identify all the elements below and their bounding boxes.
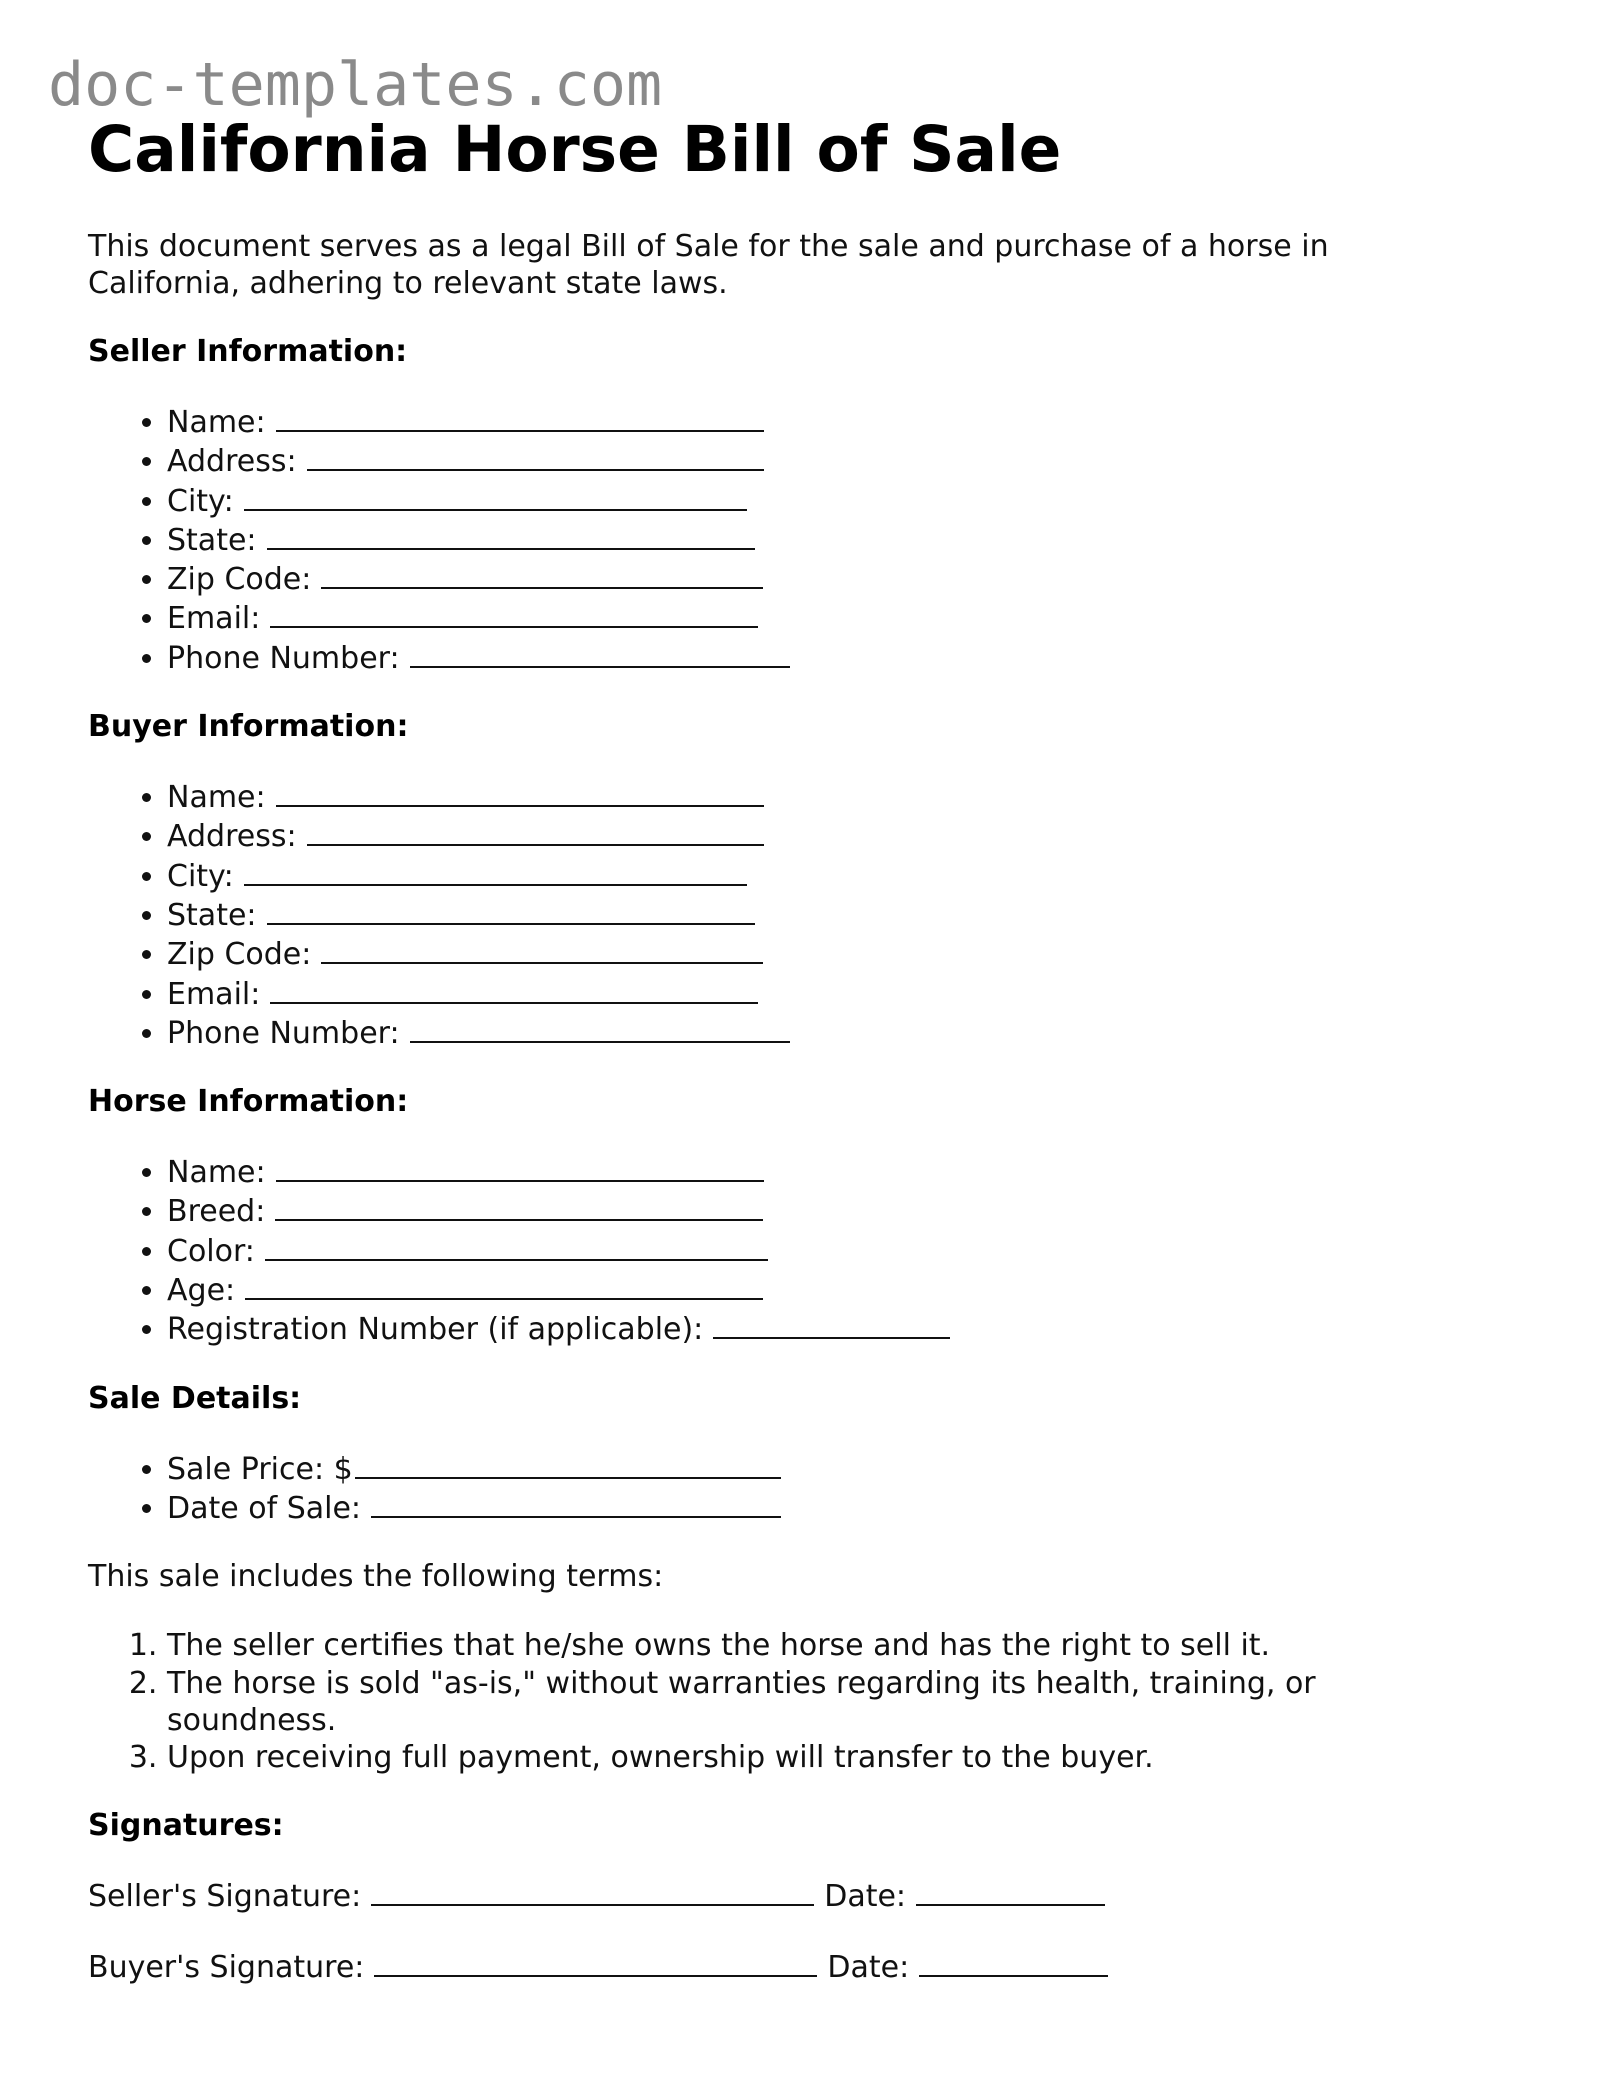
buyer-phone-blank[interactable] [410,1013,790,1043]
field-label: Phone Number: [167,640,400,676]
terms-list [88,1627,1528,1776]
buyer-name-field [167,777,1528,816]
seller-name-field [167,402,1528,441]
seller-address-blank[interactable] [307,441,764,471]
field-label: Date of Sale: [167,1490,362,1526]
horse-color-field [167,1231,1528,1270]
horse-heading: Horse Information: [88,1084,409,1120]
seller-phone-blank[interactable] [410,638,790,668]
seller-name-blank[interactable] [276,402,764,432]
seller-state-field [167,520,1528,559]
field-label: Address: [167,819,297,855]
field-label: Zip Code: [167,562,312,598]
buyer-name-blank[interactable] [276,777,764,807]
signatures-heading: Signatures: [88,1808,284,1844]
sale-price-blank[interactable] [355,1449,781,1479]
horse-breed-blank[interactable] [275,1191,763,1221]
field-label: Sale Price: $ [167,1451,353,1487]
field-label: Color: [167,1233,255,1269]
field-label: Name: [167,405,266,440]
horse-name-field [167,1152,1528,1191]
buyer-heading: Buyer Information: [88,709,409,745]
buyer-email-blank[interactable] [270,974,758,1004]
watermark: doc-templates.com [48,50,663,120]
field-label: State: [167,897,257,933]
seller-signature-label: Seller's Signature: [88,1879,362,1915]
field-label: City: [167,858,234,894]
buyer-signature-row [88,1947,1528,1986]
seller-email-field [167,598,1528,637]
term-item: 1. The seller certifies that he/she owns the horse and has the right to sell it. [167,1627,1457,1664]
buyer-state-blank[interactable] [267,895,755,925]
buyer-zip-field [167,934,1528,973]
seller-zip-field [167,559,1528,598]
seller-signature-blank[interactable] [371,1876,814,1906]
seller-date-label: Date: [824,1879,907,1915]
field-label: Email: [167,976,261,1012]
field-label: Registration Number (if applicable): [167,1312,704,1348]
buyer-address-blank[interactable] [307,816,764,846]
horse-age-blank[interactable] [245,1270,763,1300]
buyer-fields-list [88,777,1528,1052]
terms-intro: This sale includes the following terms: [88,1559,664,1595]
intro-paragraph: This document serves as a legal Bill of Sale for the sale and purchase of a horse in California, adhering to relevant state laws. [88,229,1329,301]
sale-heading: Sale Details: [88,1380,302,1416]
sale-fields-list [88,1449,1528,1528]
seller-city-field [167,481,1528,520]
term-item: 3. Upon receiving full payment, ownership will transfer to the buyer. [167,1739,1457,1776]
buyer-city-field [167,856,1528,895]
buyer-state-field [167,895,1528,934]
buyer-zip-blank[interactable] [321,934,763,964]
seller-state-blank[interactable] [267,520,755,550]
document-page [88,112,1528,1986]
buyer-address-field [167,816,1528,855]
seller-heading: Seller Information: [88,334,408,369]
buyer-phone-field [167,1013,1528,1052]
seller-zip-blank[interactable] [321,559,763,589]
buyer-signature-label: Buyer's Signature: [88,1950,365,1986]
field-label: Phone Number: [167,1015,400,1051]
buyer-city-blank[interactable] [244,856,747,886]
field-label: Zip Code: [167,937,312,973]
horse-registration-blank[interactable] [713,1309,950,1339]
field-label: Age: [167,1273,236,1309]
horse-color-blank[interactable] [265,1231,768,1261]
horse-name-blank[interactable] [276,1152,764,1182]
seller-city-blank[interactable] [244,481,747,511]
horse-fields-list [88,1152,1528,1348]
sale-date-field [167,1488,1528,1527]
seller-date-blank[interactable] [916,1876,1105,1906]
field-label: Name: [167,1155,266,1191]
field-label: Name: [167,780,266,816]
horse-registration-field [167,1309,1528,1348]
seller-email-blank[interactable] [270,598,758,628]
sale-price-field [167,1449,1528,1488]
term-item: 2. The horse is sold "as-is," without warranties regarding its health, training, or soundness. [167,1665,1457,1740]
horse-breed-field [167,1191,1528,1230]
horse-age-field [167,1270,1528,1309]
seller-phone-field [167,638,1528,677]
seller-signature-row [88,1876,1528,1915]
buyer-date-blank[interactable] [919,1947,1108,1977]
buyer-email-field [167,974,1528,1013]
seller-address-field [167,441,1528,480]
buyer-signature-blank[interactable] [374,1947,817,1977]
field-label: Address: [167,444,297,480]
field-label: State: [167,522,257,558]
seller-fields-list [88,402,1528,677]
field-label: Email: [167,601,261,637]
field-label: City: [167,483,234,519]
buyer-date-label: Date: [827,1950,910,1986]
field-label: Breed: [167,1194,266,1230]
document-title: California Horse Bill of Sale [88,113,1062,186]
sale-date-blank[interactable] [371,1488,781,1518]
